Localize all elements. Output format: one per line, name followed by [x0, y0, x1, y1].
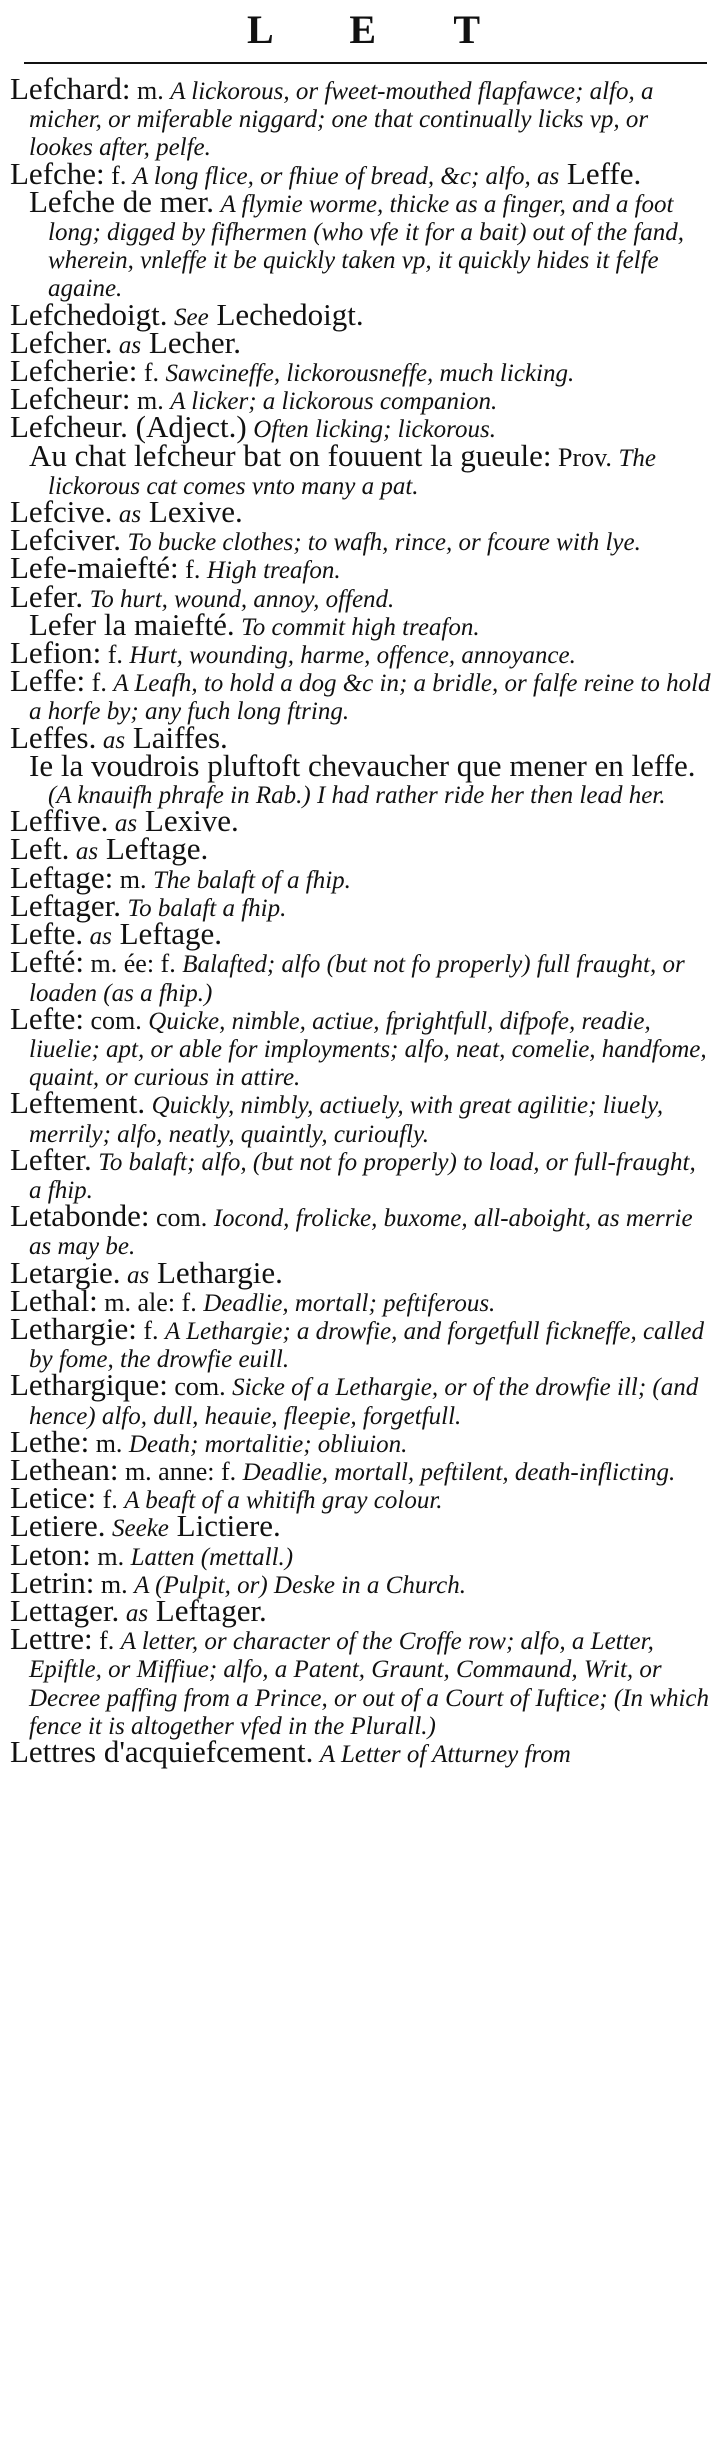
headword: Lefche de mer. [29, 183, 215, 219]
definition: To commit high treafon. [241, 613, 480, 641]
definition: as [75, 838, 99, 866]
headword: Lettre: [10, 1621, 93, 1657]
cross-reference: Lexive. [141, 494, 243, 530]
dictionary-entry [10, 550, 713, 586]
definition: A licker; a lickorous companion. [170, 388, 498, 416]
definition: High treafon. [206, 557, 341, 585]
dictionary-entry [10, 183, 713, 303]
definition: To balaft a fhip. [127, 894, 287, 922]
dictionary-entry [10, 1480, 713, 1516]
dictionary-entry [10, 663, 713, 726]
grammar-label: m. [94, 1569, 135, 1599]
definition: The lickorous cat comes vnto many a pat. [48, 444, 656, 500]
cross-reference: Leftage. [98, 831, 209, 867]
dictionary-entry [10, 71, 713, 162]
dictionary-entry [10, 747, 713, 810]
headword: Lefche: [10, 155, 105, 191]
cross-reference: Leftager. [148, 1592, 267, 1628]
headword: Lefe-maiefté: [10, 550, 179, 586]
dictionary-entry [10, 916, 713, 952]
definition: as [102, 726, 126, 754]
definition: as [125, 1599, 149, 1627]
grammar-label: m. [130, 386, 171, 416]
headword: Lefté: [10, 944, 85, 980]
grammar-label: f. [85, 668, 114, 698]
headword: Leffive. [10, 803, 109, 839]
cross-reference: Leffe. [559, 155, 642, 191]
headword: Leffes. [10, 719, 97, 755]
headword: Au chat lefcheur bat on fouuent la gueule: [29, 437, 552, 473]
headword: Letargie. [10, 1254, 121, 1290]
definition: Quickly, nimbly, actiuely, with great agilitie; liuely, merrily; alfo, neatly, quaintly, curioufly. [29, 1092, 664, 1148]
grammar-label: m. [89, 1428, 129, 1458]
cross-reference: Lictiere. [168, 1508, 281, 1544]
definition: Latten (mettall.) [130, 1543, 294, 1571]
definition: (A knauifh phrafe in Rab.) I had rather ride her then lead her. [48, 782, 666, 810]
definition: as [89, 923, 112, 951]
dictionary-entry [10, 1000, 713, 1092]
headword: Leftage: [10, 859, 114, 895]
dictionary-entry [10, 296, 713, 332]
grammar-label: f. [104, 160, 133, 190]
grammar-label: f. [137, 358, 166, 388]
definition: A beaft of a whitifh gray colour. [124, 1487, 443, 1515]
entry-list [0, 64, 727, 1767]
cross-reference: Laiffes. [125, 719, 228, 755]
headword: Lefer la maiefté. [29, 606, 235, 642]
headword: Lefcheur. (Adject.) [10, 409, 247, 445]
headword: Letrin: [10, 1564, 95, 1600]
headword: Lethargique: [10, 1367, 168, 1403]
dictionary-entry [10, 1141, 713, 1204]
dictionary-entry [10, 1592, 713, 1628]
headword: Ie la voudrois pluftoft chevaucher que mener en leffe. [29, 747, 696, 783]
cross-reference: Lethargie. [149, 1254, 283, 1290]
headword: Letice: [10, 1480, 97, 1516]
headword: Lefter. [10, 1141, 92, 1177]
headword: Lethe: [10, 1423, 90, 1459]
headword: Lefcherie: [10, 353, 138, 389]
grammar-label: f. [178, 555, 207, 585]
definition: as [118, 501, 142, 529]
headword: Letiere. [10, 1508, 106, 1544]
definition: Balafted; alfo (but not fo properly) full fraught, or loaden (as a fhip.) [29, 951, 685, 1007]
definition: Iocond, frolicke, buxome, all-aboight, as merrie as may be. [29, 1205, 693, 1261]
grammar-label: m. [130, 76, 171, 105]
grammar-label: Prov. [551, 442, 619, 472]
definition: Quicke, nimble, actiue, fprightfull, difpofe, readie, liuelie; apt, or able for imployments; alfo, neat, comelie, handfome, quaint, or curious in attire. [29, 1007, 707, 1092]
dictionary-entry [10, 1451, 713, 1487]
headword: Lefer. [10, 578, 84, 614]
definition: To hurt, wound, annoy, offend. [89, 585, 395, 613]
definition: as [118, 331, 142, 359]
grammar-label: m. ale: f. [97, 1287, 204, 1317]
definition: Deadlie, mortall; peftiferous. [203, 1289, 496, 1317]
definition: Seeke [112, 1515, 169, 1543]
definition: A Leafh, to hold a dog &c in; a bridle, or falfe reine to hold a horfe by; any fuch long ftring. [29, 670, 711, 726]
grammar-label: m. [113, 864, 153, 894]
cross-reference: Lechedoigt. [208, 296, 364, 332]
grammar-label: com. [167, 1372, 233, 1402]
definition: A lickorous, or fweet-mouthed flapfawce; alfo, a micher, or miferable niggard; one that continually licks vp, or lookes after, pelfe. [29, 78, 654, 162]
headword: Letabonde: [10, 1198, 150, 1234]
cross-reference: Lexive. [137, 803, 239, 839]
definition: A Lethargie; a drowfie, and forgetfull fickneffe, called by fome, the drowfie euill. [29, 1317, 705, 1374]
grammar-label: com. [84, 1005, 149, 1035]
headword: Leftager. [10, 887, 122, 923]
grammar-label: f. [92, 1626, 121, 1656]
running-header: L E T [246, 7, 515, 52]
dictionary-entry [10, 1536, 713, 1572]
dictionary-entry [10, 1254, 713, 1290]
dictionary-entry [10, 1085, 713, 1148]
dictionary-entry [10, 831, 713, 867]
headword: Lettres d'acquiefcement. [10, 1733, 314, 1769]
cross-reference: Lecher. [141, 324, 241, 360]
headword: Lefte. [10, 916, 84, 952]
headword: Lethargie: [10, 1310, 137, 1346]
dictionary-entry [10, 1621, 713, 1740]
dictionary-entry [10, 606, 713, 642]
grammar-label: com. [149, 1203, 214, 1233]
headword: Lefcive. [10, 494, 113, 530]
dictionary-entry [10, 437, 713, 500]
definition: The balaft of a fhip. [153, 866, 351, 894]
definition: A letter, or character of the Croffe row; alfo, a Letter, Epiftle, or Miffiue; alfo, a Patent, Graunt, Commaund, Writ, or Decree paffing from a Prince, or out of a Court of Iuftice; (In which fence it is altogether vfed in the Plurall.) [29, 1628, 709, 1740]
headword: Lefchard: [10, 71, 131, 106]
grammar-label: m. ée: f. [84, 949, 183, 979]
definition: Deadlie, mortall, peftilent, death-inflicting. [242, 1458, 676, 1486]
definition: To balaft; alfo, (but not fo properly) to load, or full-fraught, a fhip. [29, 1148, 696, 1204]
dictionary-entry [10, 1198, 713, 1261]
headword: Leton: [10, 1536, 91, 1572]
headword: Lefcheur: [10, 381, 131, 417]
grammar-label: m. [90, 1541, 131, 1571]
definition: See [174, 303, 209, 331]
dictionary-entry [10, 1367, 713, 1430]
headword: Lettager. [10, 1592, 120, 1628]
headword: Leffe: [10, 663, 86, 699]
grammar-label: f. [101, 640, 130, 670]
definition: A Letter of Atturney from [319, 1740, 571, 1768]
definition: A long flice, or fhiue of bread, &c; alfo, as [132, 162, 560, 190]
definition: Hurt, wounding, harme, offence, annoyance. [129, 642, 576, 670]
dictionary-entry [10, 1733, 713, 1769]
definition: Sicke of a Lethargie, or of the drowfie ill; (and hence) alfo, dull, heauie, fleepie, forgetfull. [29, 1374, 699, 1430]
headword: Left. [10, 831, 70, 867]
definition: as [126, 1261, 150, 1289]
cross-reference: Leftage. [111, 916, 223, 952]
headword: Lethal: [10, 1282, 98, 1318]
definition: Often licking; lickorous. [253, 416, 496, 444]
definition: A (Pulpit, or) Deske in a Church. [134, 1571, 466, 1599]
headword: Lefion: [10, 635, 102, 671]
definition: To bucke clothes; to wafh, rince, or fcoure with lye. [127, 529, 641, 557]
dictionary-entry [10, 635, 713, 671]
headword: Leftement. [10, 1085, 146, 1121]
headword: Lefchedoigt. [10, 296, 168, 332]
definition: A flymie worme, thicke as a finger, and a foot long; digged by fifhermen (who vfe it for a bait) out of the fand, wherein, vnleffe it be quickly taken vp, it quickly hides it felfe againe. [48, 190, 685, 303]
grammar-label: f. [96, 1485, 125, 1515]
dictionary-entry [10, 944, 713, 1007]
headword: Lefcher. [10, 324, 113, 360]
grammar-label: f. [136, 1315, 165, 1345]
headword: Lefciver. [10, 522, 122, 558]
definition: Death; mortalitie; obliuion. [128, 1430, 408, 1458]
grammar-label: m. anne: f. [118, 1456, 243, 1486]
dictionary-entry [10, 1310, 713, 1374]
headword: Lethean: [10, 1451, 119, 1487]
dictionary-entry [10, 1508, 713, 1544]
definition: as [114, 810, 138, 838]
definition: Sawcineffe, lickorousneffe, much licking. [165, 360, 575, 388]
headword: Lefte: [10, 1000, 85, 1036]
